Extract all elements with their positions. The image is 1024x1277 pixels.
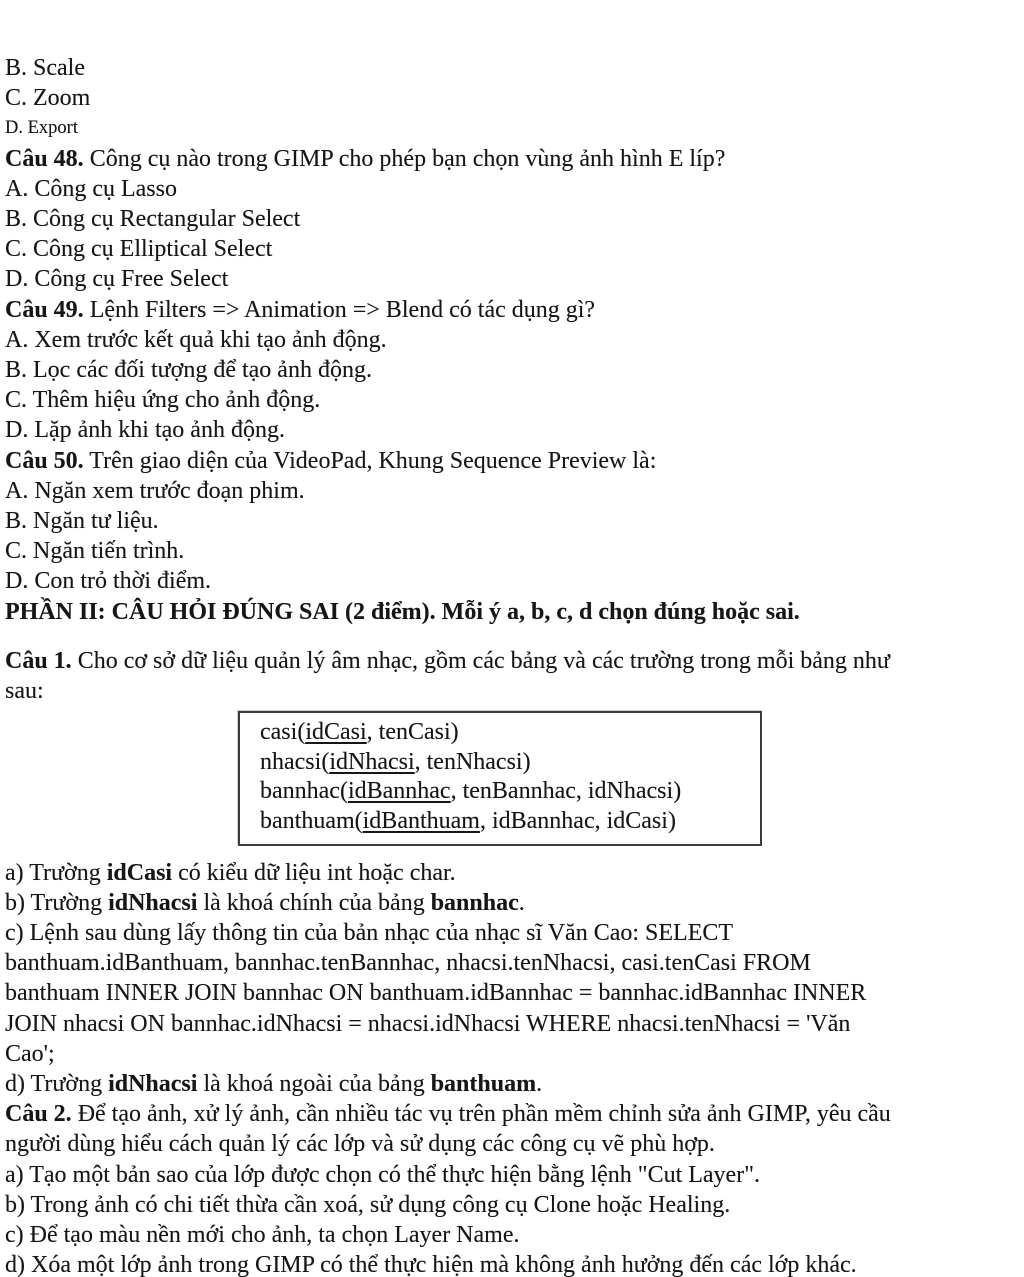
text-run: B. Lọc các đối tượng để tạo ảnh động. xyxy=(5,357,372,384)
text-run: D. Lặp ảnh khi tạo ảnh động. xyxy=(5,417,285,444)
text-run: banthuam( xyxy=(260,808,363,835)
text-run: , idBannhac, idCasi) xyxy=(479,808,676,835)
text-run: là khoá ngoài của bảng xyxy=(197,1071,431,1098)
text-run: D. Con trỏ thời điểm. xyxy=(5,568,212,595)
text-run: casi( xyxy=(260,719,306,746)
text-run: Trên giao diện của VideoPad, Khung Sequence Preview là: xyxy=(83,447,657,474)
text-line xyxy=(5,676,1006,706)
text-run: Cho cơ sở dữ liệu quản lý âm nhạc, gồm các bảng và các trường trong mỗi bảng như xyxy=(71,647,890,674)
text-line xyxy=(5,113,1006,143)
text-run: banthuam INNER JOIN bannhac ON banthuam.idBannhac = bannhac.idBannhac INNER xyxy=(5,980,867,1007)
text-run: D. Công cụ Free Select xyxy=(5,266,229,293)
text-line xyxy=(260,748,756,778)
text-run: nhacsi( xyxy=(260,748,330,775)
text-run: C. Thêm hiệu ứng cho ảnh động. xyxy=(5,387,321,414)
bold-text-run: Câu 50. xyxy=(5,447,84,474)
text-line xyxy=(5,355,1006,385)
text-line xyxy=(5,476,1006,506)
text-run: sau: xyxy=(5,678,44,705)
text-line xyxy=(5,204,1006,234)
text-line xyxy=(5,1129,1006,1159)
text-run: B. Công cụ Rectangular Select xyxy=(5,206,301,233)
text-run: , tenBannhac, idNhacsi) xyxy=(450,778,682,805)
text-line xyxy=(5,566,1006,596)
text-run: Để tạo ảnh, xử lý ảnh, cần nhiều tác vụ trên phần mềm chỉnh sửa ảnh GIMP, yêu cầu xyxy=(71,1101,891,1128)
text-run: , tenNhacsi) xyxy=(414,748,531,775)
text-line xyxy=(5,858,1006,888)
text-line xyxy=(5,234,1006,264)
text-line xyxy=(5,1039,1006,1069)
text-line xyxy=(5,264,1006,294)
text-line xyxy=(5,1250,1006,1277)
primary-key-field: idNhacsi xyxy=(329,748,415,775)
text-line xyxy=(5,1069,1006,1099)
bold-text-run: PHẦN II: CÂU HỎI ĐÚNG SAI (2 điểm). Mỗi ý a, b, c, d chọn đúng hoặc sai. xyxy=(5,598,800,625)
text-line xyxy=(5,918,1006,948)
text-line xyxy=(5,83,1006,113)
bold-text-run: idCasi xyxy=(106,859,173,886)
text-run: Lệnh Filters => Animation => Blend có tác dụng gì? xyxy=(83,296,596,323)
question-text-block-top xyxy=(5,53,1006,706)
text-line xyxy=(5,295,1006,325)
text-run: C. Công cụ Elliptical Select xyxy=(5,236,273,263)
text-run: A. Ngăn xem trước đoạn phim. xyxy=(5,477,305,504)
question-text-block-bottom xyxy=(5,858,1006,1277)
bold-text-run: banthuam xyxy=(430,1071,537,1098)
text-line xyxy=(5,506,1006,536)
text-run: a) Tạo một bản sao của lớp được chọn có thể thực hiện bằng lệnh "Cut Layer". xyxy=(5,1161,760,1188)
text-line xyxy=(260,777,756,807)
text-run: C. Zoom xyxy=(5,85,91,112)
schema-box xyxy=(238,711,762,845)
text-run: B. Ngăn tư liệu. xyxy=(5,508,159,535)
text-run: d) Xóa một lớp ảnh trong GIMP có thể thực hiện mà không ảnh hưởng đến các lớp khác. xyxy=(5,1252,857,1277)
primary-key-field: idCasi xyxy=(305,719,367,746)
bold-text-run: Câu 1. xyxy=(5,647,72,674)
text-run: c) Lệnh sau dùng lấy thông tin của bản nhạc của nhạc sĩ Văn Cao: SELECT xyxy=(5,920,734,947)
text-line xyxy=(5,646,1006,676)
text-line xyxy=(5,978,1006,1008)
text-run: người dùng hiểu cách quản lý các lớp và sử dụng các công cụ vẽ phù hợp. xyxy=(5,1131,715,1158)
text-line xyxy=(5,888,1006,918)
text-line xyxy=(5,385,1006,415)
bold-text-run: Câu 48. xyxy=(5,145,84,172)
text-run: C. Ngăn tiến trình. xyxy=(5,538,185,565)
bold-text-run: bannhac xyxy=(430,889,519,916)
text-run: . xyxy=(536,1071,543,1098)
text-line xyxy=(260,807,756,837)
text-line xyxy=(5,597,1006,627)
text-run: A. Công cụ Lasso xyxy=(5,175,177,202)
text-run: banthuam.idBanthuam, bannhac.tenBannhac, nhacsi.tenNhacsi, casi.tenCasi FROM xyxy=(5,950,811,977)
text-line xyxy=(5,446,1006,476)
text-run: b) Trong ảnh có chi tiết thừa cần xoá, sử dụng công cụ Clone hoặc Healing. xyxy=(5,1191,731,1218)
primary-key-field: idBannhac xyxy=(347,778,451,805)
text-line xyxy=(5,174,1006,204)
text-run: Công cụ nào trong GIMP cho phép bạn chọn vùng ảnh hình E líp? xyxy=(83,145,726,172)
text-line xyxy=(5,1009,1006,1039)
text-line xyxy=(260,718,756,748)
bold-text-run: Câu 2. xyxy=(5,1101,72,1128)
text-line xyxy=(5,144,1006,174)
bold-text-run: idNhacsi xyxy=(108,1071,198,1098)
text-run: bannhac( xyxy=(260,778,348,805)
text-run: là khoá chính của bảng xyxy=(197,889,431,916)
text-run: a) Trường xyxy=(5,859,107,886)
text-run: B. Scale xyxy=(5,55,85,81)
text-run: D. Export xyxy=(5,118,78,139)
text-run: JOIN nhacsi ON bannhac.idNhacsi = nhacsi.idNhacsi WHERE nhacsi.tenNhacsi = 'Văn xyxy=(5,1010,851,1037)
text-run: , tenCasi) xyxy=(366,719,459,746)
text-line xyxy=(5,1160,1006,1190)
text-line xyxy=(5,325,1006,355)
text-line xyxy=(5,1220,1006,1250)
text-run: c) Để tạo màu nền mới cho ảnh, ta chọn Layer Name. xyxy=(5,1222,520,1249)
text-run: Cao'; xyxy=(5,1040,55,1067)
bold-text-run: idNhacsi xyxy=(108,889,198,916)
text-run: A. Xem trước kết quả khi tạo ảnh động. xyxy=(5,326,387,353)
text-run: có kiểu dữ liệu int hoặc char. xyxy=(172,859,456,886)
primary-key-field: idBanthuam xyxy=(362,808,480,835)
text-run: . xyxy=(518,889,525,916)
text-line xyxy=(5,53,1006,83)
text-run: d) Trường xyxy=(5,1071,109,1098)
text-line xyxy=(5,415,1006,445)
text-line xyxy=(5,1099,1006,1129)
text-line xyxy=(5,536,1006,566)
text-line xyxy=(5,1190,1006,1220)
text-run: b) Trường xyxy=(5,889,109,916)
bold-text-run: Câu 49. xyxy=(5,296,84,323)
text-line xyxy=(5,948,1006,978)
